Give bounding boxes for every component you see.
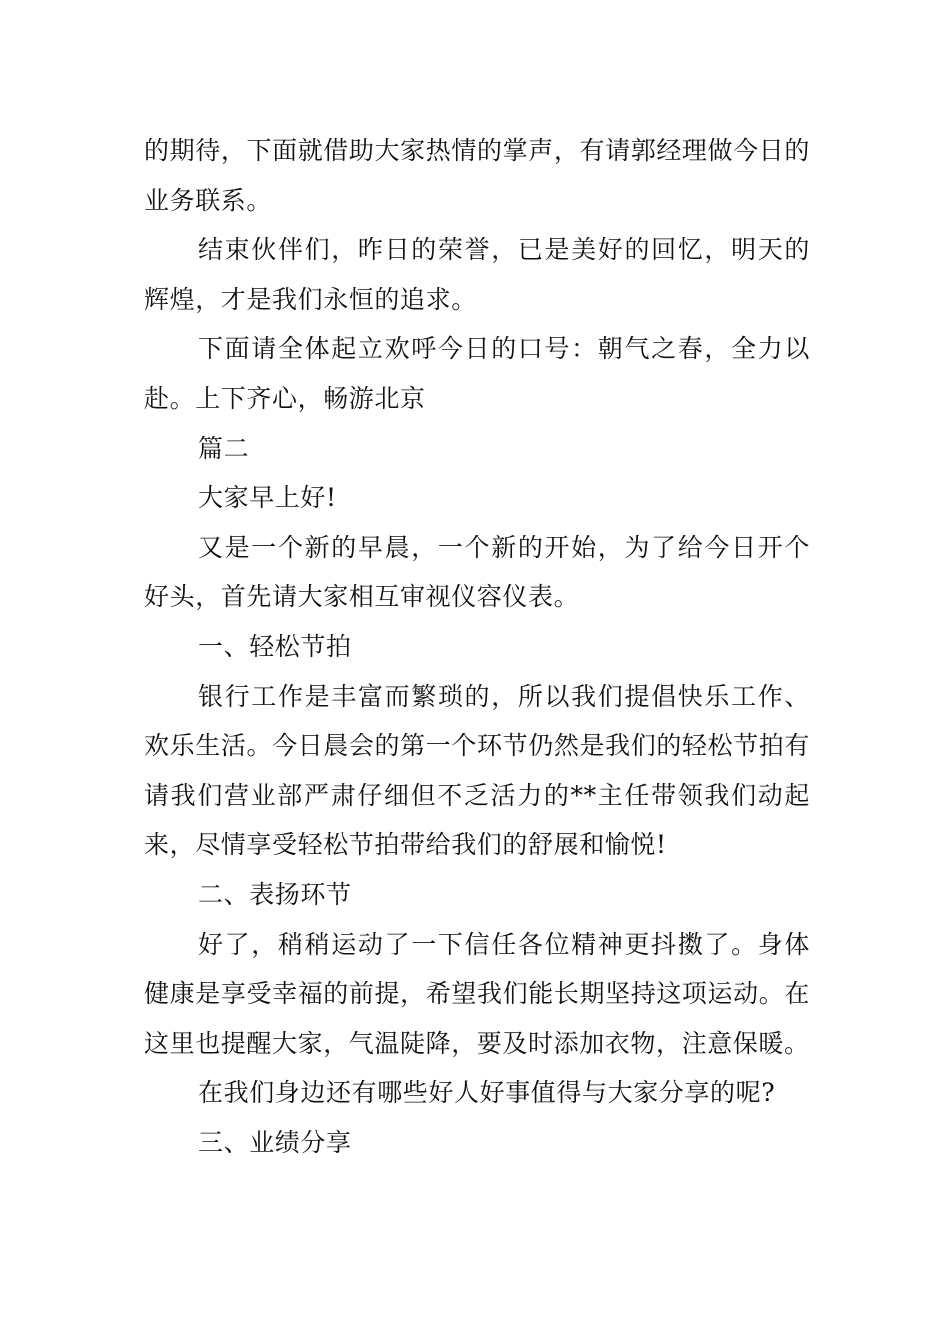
paragraph-share-question: 在我们身边还有哪些好人好事值得与大家分享的呢? <box>198 1078 776 1108</box>
paragraph-opening: 又是一个新的早晨，一个新的开始，为了给今日开个好头，首先请大家相互审视仪容仪表。 <box>144 532 810 612</box>
section-heading-praise: 二、表扬环节 <box>198 879 352 909</box>
paragraph-slogan: 下面请全体起立欢呼今日的口号：朝气之春，全力以赴。上下齐心，畅游北京 <box>144 334 810 413</box>
section-heading-performance: 三、业绩分享 <box>198 1127 352 1157</box>
section-heading-part-two: 篇二 <box>198 433 250 463</box>
paragraph-continuation: 的期待，下面就借助大家热情的掌声，有请郭经理做今日的业务联系。 <box>144 136 810 215</box>
paragraph-relax-beat: 银行工作是丰富而繁琐的，所以我们提倡快乐工作、欢乐生活。今日晨会的第一个环节仍然是我们的轻松节拍有请我们营业部严肃仔细但不乏活力的**主任带领我们动起来，尽情享受轻松节拍带给我们的舒展和愉悦! <box>144 681 810 860</box>
document-body <box>144 126 810 1167</box>
paragraph-closing-remarks: 结束伙伴们，昨日的荣誉，已是美好的回忆，明天的辉煌，才是我们永恒的追求。 <box>144 235 810 314</box>
section-heading-relax-beat: 一、轻松节拍 <box>198 631 352 661</box>
paragraph-praise: 好了，稍稍运动了一下信任各位精神更抖擞了。身体健康是享受幸福的前提，希望我们能长期坚持这项运动。在这里也提醒大家，气温陡降，要及时添加衣物，注意保暖。 <box>144 929 810 1058</box>
greeting: 大家早上好! <box>198 483 337 513</box>
